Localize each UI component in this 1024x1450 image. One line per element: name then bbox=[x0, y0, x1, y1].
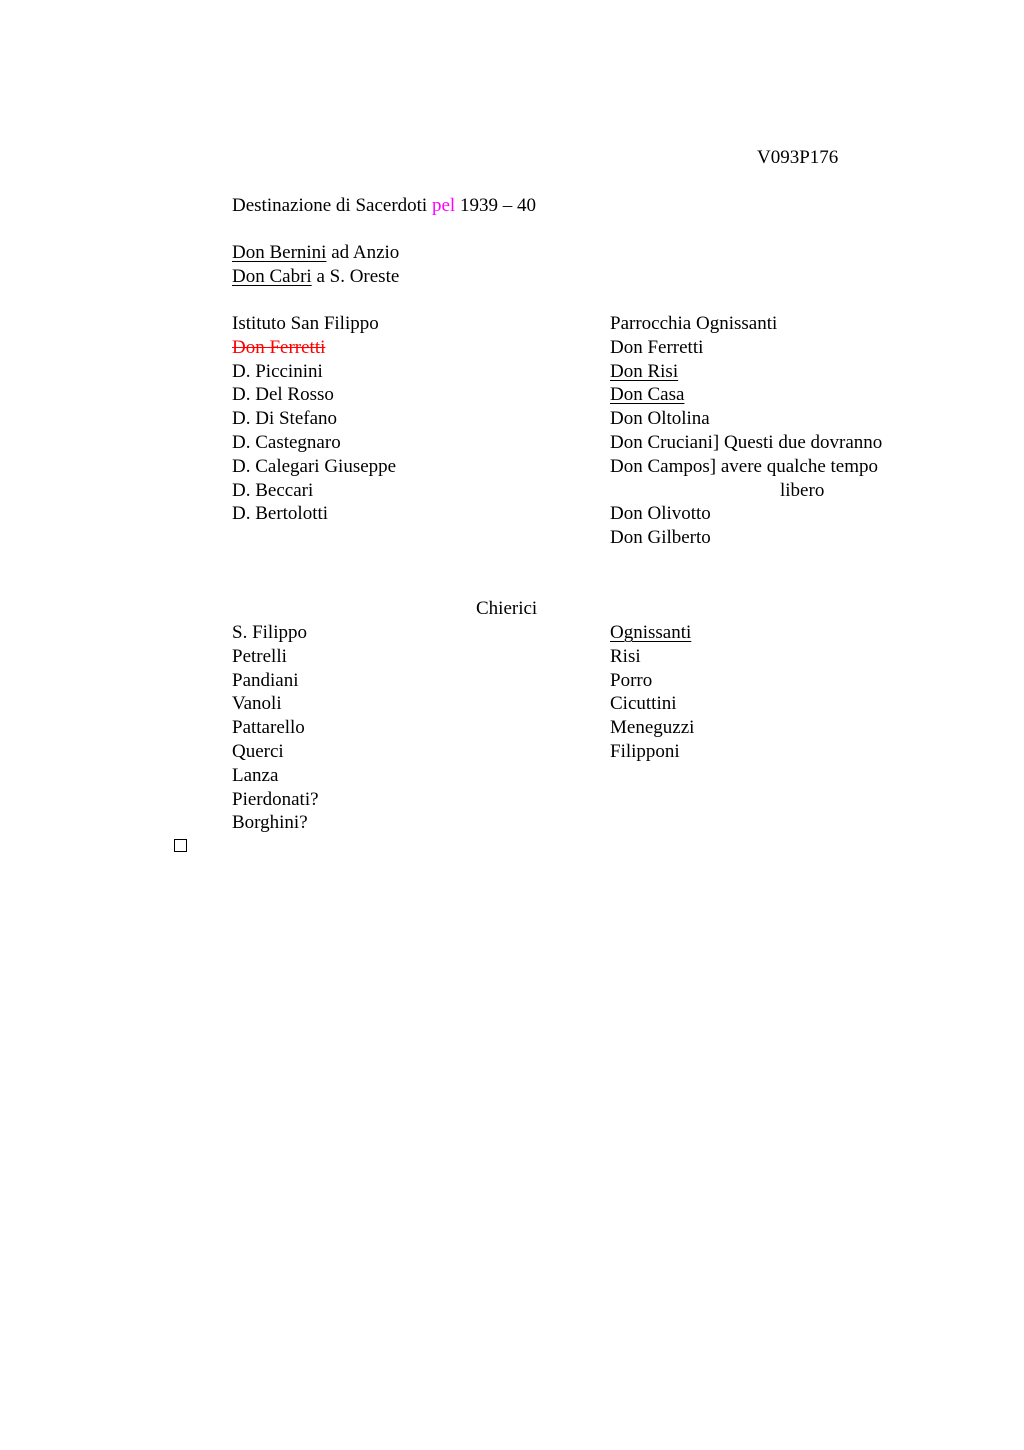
document-id: V093P176 bbox=[757, 147, 839, 168]
istituto-item: D. Castegnaro bbox=[232, 431, 341, 453]
assignment-dest: a S. Oreste bbox=[311, 266, 400, 287]
chierici-left-item: Borghini? bbox=[232, 812, 308, 834]
underlined-heading: Ognissanti bbox=[610, 622, 692, 643]
parrocchia-item: Don Oltolina bbox=[610, 408, 710, 430]
chierici-left-heading: S. Filippo bbox=[232, 622, 307, 643]
chierici-right-item: Porro bbox=[610, 669, 653, 691]
chierici-sfilippo-column bbox=[232, 621, 319, 835]
parrocchia-column bbox=[610, 312, 882, 550]
chierici-ognissanti-column bbox=[610, 621, 694, 764]
istituto-item: D. Piccinini bbox=[232, 360, 323, 382]
title-highlight: pel bbox=[431, 195, 456, 216]
parrocchia-item-continuation: libero bbox=[780, 479, 825, 501]
page-title bbox=[232, 194, 536, 218]
chierici-left-item: Petrelli bbox=[232, 645, 287, 667]
chierici-heading: Chierici bbox=[476, 598, 538, 619]
parrocchia-item: Don Campos] avere qualche tempo bbox=[610, 455, 879, 477]
title-suffix: 1939 – 40 bbox=[455, 195, 536, 216]
assignment-row bbox=[232, 265, 399, 289]
istituto-struck-item bbox=[232, 336, 396, 360]
chierici-left-item: Pierdonati? bbox=[232, 788, 319, 810]
assignment-name: Don Cabri bbox=[232, 266, 312, 287]
underlined-name: Don Risi bbox=[610, 360, 679, 382]
istituto-item: D. Calegari Giuseppe bbox=[232, 455, 397, 477]
chierici-left-item: Lanza bbox=[232, 764, 279, 786]
assignment-row bbox=[232, 241, 399, 265]
istituto-item: D. Di Stefano bbox=[232, 408, 338, 430]
parrocchia-heading: Parrocchia Ognissanti bbox=[610, 313, 778, 334]
istituto-heading: Istituto San Filippo bbox=[232, 313, 379, 334]
istituto-column bbox=[232, 312, 396, 526]
checkbox-square-icon bbox=[174, 839, 187, 852]
chierici-left-item: Vanoli bbox=[232, 693, 282, 715]
chierici-left-item: Pattarello bbox=[232, 717, 305, 739]
parrocchia-item bbox=[610, 383, 882, 407]
underlined-name: Don Casa bbox=[610, 384, 685, 406]
istituto-item: D. Del Rosso bbox=[232, 384, 334, 406]
chierici-right-item: Filipponi bbox=[610, 740, 680, 762]
parrocchia-item bbox=[610, 360, 882, 384]
assignment-dest: ad Anzio bbox=[326, 242, 400, 263]
chierici-left-item: Querci bbox=[232, 740, 284, 762]
assignment-name: Don Bernini bbox=[232, 242, 327, 263]
chierici-right-heading bbox=[610, 621, 694, 645]
parrocchia-item: Don Ferretti bbox=[610, 336, 704, 358]
istituto-item: D. Beccari bbox=[232, 479, 314, 501]
title-prefix: Destinazione di Sacerdoti bbox=[232, 195, 432, 216]
chierici-left-item: Pandiani bbox=[232, 669, 299, 691]
chierici-right-item: Meneguzzi bbox=[610, 717, 695, 739]
parrocchia-item: Don Cruciani] Questi due dovranno bbox=[610, 431, 883, 453]
istituto-item: D. Bertolotti bbox=[232, 503, 329, 525]
parrocchia-item: Don Olivotto bbox=[610, 503, 711, 525]
struck-name: Don Ferretti bbox=[232, 336, 326, 358]
chierici-right-item: Risi bbox=[610, 645, 641, 667]
chierici-right-item: Cicuttini bbox=[610, 693, 677, 715]
parrocchia-item: Don Gilberto bbox=[610, 527, 711, 549]
